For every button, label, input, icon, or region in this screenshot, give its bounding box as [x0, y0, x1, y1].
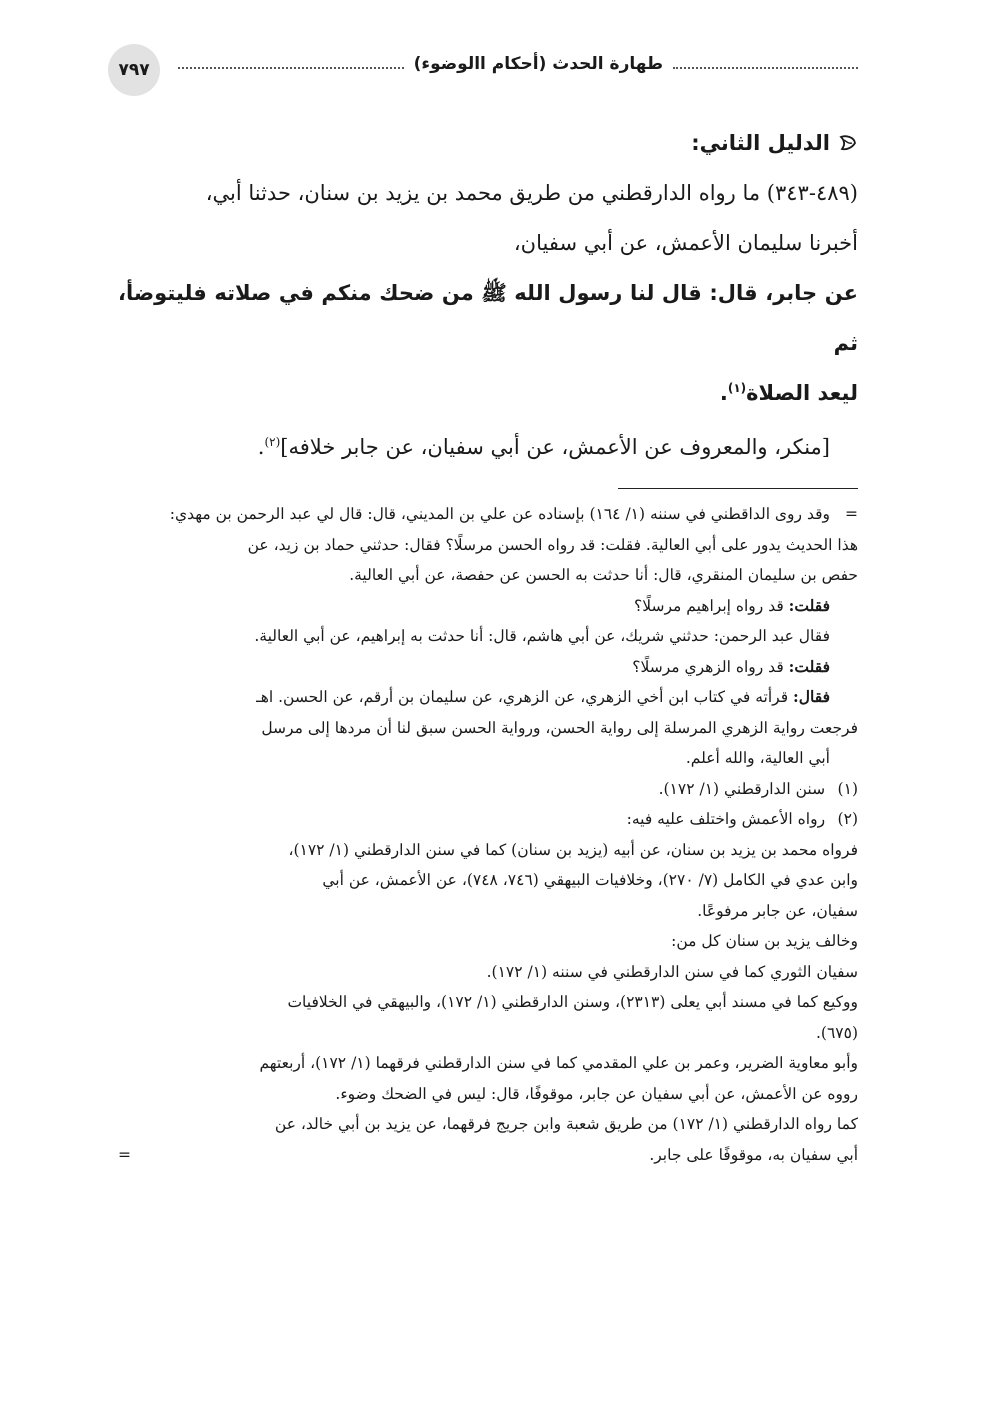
dotted-leader-right [673, 67, 858, 69]
continued-note-text: وقد روى الداقطني في سننه (١/ ١٦٤) بإسناده عن علي بن المديني، قال: قال لي عبد الرحمن بن مهدي: [169, 505, 830, 523]
footnote-line: أبي سفيان به، موقوفًا على جابر. [649, 1145, 858, 1164]
footnote-line: رووه عن الأعمش، عن أبي سفيان عن جابر، موقوفًا، قال: ليس في الضحك وضوء. [335, 1084, 858, 1103]
page-number-badge [108, 44, 160, 96]
dialogue-answer [118, 682, 858, 713]
question-label: فقلت: [788, 595, 830, 615]
footnote-line: وابن عدي في الكامل (٧/ ٢٧٠)، وخلافيات البيهقي (٧٤٦، ٧٤٨)، عن الأعمش، عن أبي [322, 871, 858, 889]
footnote-1 [118, 774, 858, 805]
question-text: قد رواه إبراهيم مرسلًا؟ [634, 596, 789, 615]
footnote-text: سنن الدارقطني (١/ ١٧٢). [658, 779, 826, 798]
footnote-separator [618, 488, 858, 489]
continued-note-line [118, 499, 858, 530]
question-text: قد رواه الزهري مرسلًا؟ [632, 657, 789, 676]
conclusion-line: فرجعت رواية الزهري المرسلة إلى رواية الحسن، ورواية الحسن سبق لنا أن مردها إلى مرسل [261, 718, 858, 737]
heading-text: الدليل الثاني: [691, 131, 830, 155]
dialogue-answer: فقال عبد الرحمن: حدثني شريك، عن أبي هاشم، قال: أنا حدثت به إبراهيم، عن أبي العالية. [254, 627, 830, 645]
running-title-bar [178, 54, 858, 74]
footnote-last-line [118, 1140, 858, 1171]
continued-note-line: حفص بن سليمان المنقري، قال: أنا حدثت به الحسن عن حفصة، عن أبي العالية. [349, 566, 858, 584]
footnote-number: (٢) [837, 810, 858, 828]
hadith-chain-line-1: (٤٨٩-٣٤٣) ما رواه الدارقطني من طريق محمد بن يزيد بن سنان، حدثنا أبي، [205, 181, 858, 205]
page-number: ٧٩٧ [118, 60, 150, 80]
answer-label: فقال: [793, 687, 830, 706]
footnote-number: (١) [837, 779, 858, 798]
continuation-end-mark: = [118, 1145, 131, 1164]
dialogue-question [118, 652, 858, 683]
hadith-text-end: ليعد الصلاة [746, 381, 858, 405]
footnote-2 [118, 804, 858, 835]
footnote-line: وخالف يزيد بن سنان كل من: [671, 932, 858, 950]
hadith-text-line-2 [118, 368, 858, 418]
running-title: طهارة الحدث (أحكام االوضوء) [413, 54, 663, 74]
footnote-ref-2: (٢) [264, 435, 281, 449]
section-heading [118, 118, 858, 168]
grade-text: [منكر، والمعروف عن الأعمش، عن أبي سفيان، عن جابر خلافه] [280, 435, 830, 459]
dotted-leader-left [178, 67, 404, 69]
continued-note-line: هذا الحديث يدور على أبي العالية. فقلت: قد رواه الحسن مرسلًا؟ فقال: حدثني حماد بن زيد، عن [247, 535, 858, 554]
footnote-text: رواه الأعمش واختلف عليه فيه: [626, 810, 826, 828]
footnote-line: فرواه محمد بن يزيد بن سنان، عن أبيه (يزيد بن سنان) كما في سنن الدارقطني (١/ ١٧٢)، [288, 840, 858, 859]
answer-text: قرأته في كتاب ابن أخي الزهري، عن الزهري، عن سليمان بن أرقم، عن الحسن. اهـ [256, 688, 794, 706]
grade-period: . [257, 435, 265, 459]
footnote-line: (٦٧٥). [815, 1023, 858, 1042]
conclusion-line: أبي العالية، والله أعلم. [685, 749, 830, 767]
footnote-line: كما رواه الدارقطني (١/ ١٧٢) من طريق شعبة وابن جريج فرقهما، عن يزيد بن أبي خالد، عن [274, 1115, 858, 1133]
continuation-mark: = [845, 505, 858, 523]
main-text [118, 118, 858, 1170]
leaf-ornament-icon [838, 133, 858, 153]
dialogue-question [118, 591, 858, 622]
footnote-line: ووكيع كما في مسند أبي يعلى (٢٣١٣)، وسنن الدارقطني (١/ ١٧٢)، والبيهقي في الخلافيات [287, 993, 858, 1011]
footnote-line: سفيان، عن جابر مرفوعًا. [697, 901, 858, 920]
footnote-line: سفيان الثوري كما في سنن الدارقطني في سننه (١/ ١٧٢). [486, 962, 858, 981]
hadith-text-line-1: عن جابر، قال: قال لنا رسول الله ﷺ من ضحك منكم في صلاته فليتوضأ، ثم [118, 281, 858, 355]
footnote-line: وأبو معاوية الضرير، وعمر بن علي المقدمي كما في سنن الدارقطني فرقهما (١/ ١٧٢)، أربعتهم [259, 1054, 858, 1072]
hadith-grade [118, 422, 858, 472]
hadith-period: . [719, 381, 728, 405]
footnotes [118, 499, 858, 1170]
footnote-ref-1: (١) [727, 381, 747, 395]
question-label: فقلت: [788, 656, 830, 676]
hadith-chain-line-2: أخبرنا سليمان الأعمش، عن أبي سفيان، [513, 231, 858, 255]
page-header [108, 42, 858, 98]
